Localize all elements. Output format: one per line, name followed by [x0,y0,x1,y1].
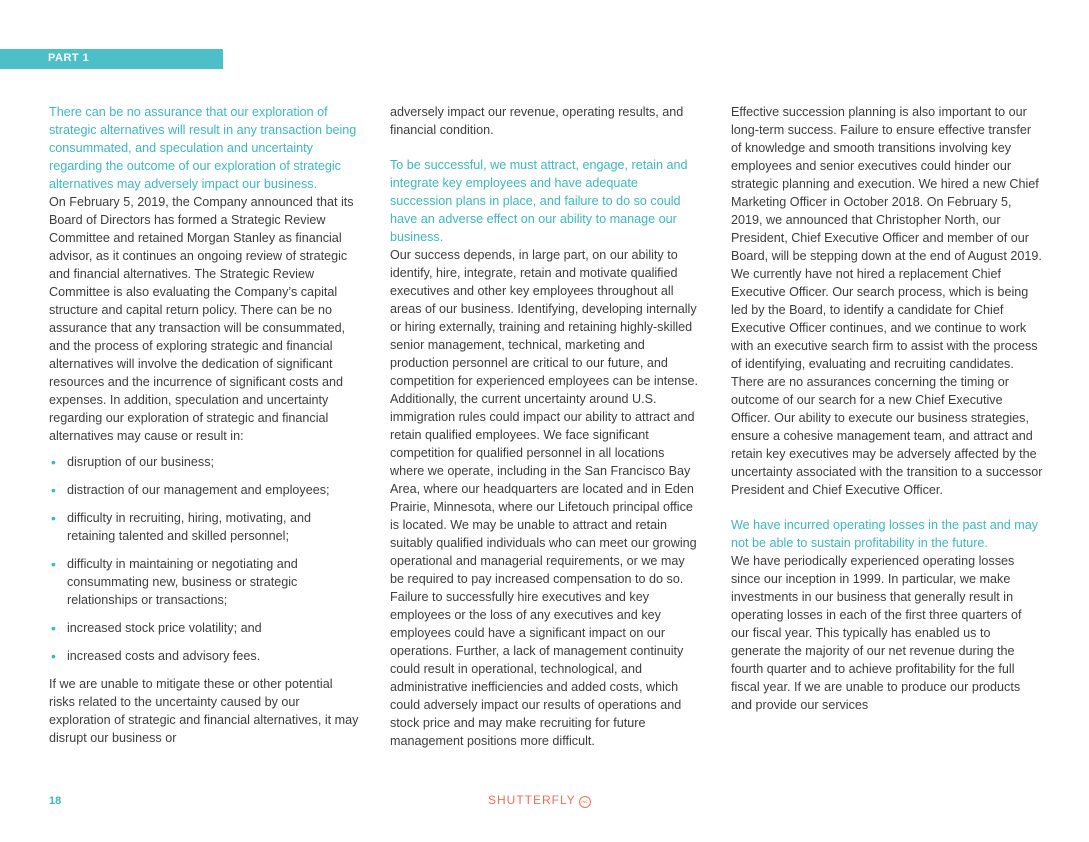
inc-mark-icon: INC [579,796,591,808]
shutterfly-logo [488,793,591,808]
risk-heading-strategic-alternatives: There can be no assurance that our exploration of strategic alternatives will result in any transaction being consummated, and speculation and uncertainty regarding the outcome of our exploration of strategic alternatives may adversely impact our business. [49,105,357,191]
page-number: 18 [49,795,62,807]
list-item: • difficulty in maintaining or negotiating and consummating new, business or strategic relationships or transactions; [51,556,298,607]
risk-body-operating-losses: We have periodically experienced operating losses since our inception in 1999. In particular, we make investments in our business that generally result in operating losses in each of the first three quarters of our fiscal year. This typically has enabled us to generate the majority of our net revenue during the fourth quarter and to achieve profitability for the full fiscal year. If we are unable to produce our products and provide our services [731,554,1022,712]
bullet-icon: • [51,510,56,526]
list-item: • increased costs and advisory fees. [51,648,261,664]
list-item: • difficulty in recruiting, hiring, motivating, and retaining talented and skilled personnel; [51,510,312,543]
bullet-icon: • [51,620,56,636]
logo-text: SHUTTERFLY [488,793,576,807]
part-banner [0,49,223,69]
list-item: • increased stock price volatility; and [51,620,262,636]
part-label: PART 1 [48,52,90,64]
risk-body-strategic-alternatives: On February 5, 2019, the Company announced that its Board of Directors has formed a Strategic Review Committee and retained Morgan Stanley as financial advisor, as it continues an ongoing review of strategic and financial alternatives. The Strategic Review Committee is also evaluating the Company’s capital structure and capital return policy. There can be no assurance that any transaction will be consummated, and the process of exploring strategic and financial alternatives will involve the dedication of significant resources and the incurrence of significant costs and expenses. In addition, speculation and uncertainty regarding our exploration of strategic and financial alternatives may cause or result in: [49,195,354,443]
risk-closing-paragraph: If we are unable to mitigate these or other potential risks related to the uncertainty caused by our exploration of strategic and financial alternatives, it may disrupt our business or [49,677,359,745]
list-item: • disruption of our business; [51,454,215,470]
column-3 [731,103,1043,714]
risk-heading-operating-losses: We have incurred operating losses in the past and may not be able to sustain profitability in the future. [731,518,1039,550]
bullet-icon: • [51,482,56,498]
risk-bullet-list [49,453,361,665]
bullet-icon: • [51,648,56,664]
column-1 [49,103,361,747]
column-2 [390,103,702,750]
succession-paragraph: Effective succession planning is also important to our long-term success. Failure to ensure effective transfer of knowledge and smooth transitions involving key employees and senior executives could hinder our strategic planning and execution. We hired a new Chief Marketing Officer in October 2018. On February 5, 2019, we announced that Christopher North, our President, Chief Executive Officer and member of our Board, will be stepping down at the end of August 2019. We currently have not hired a replacement Chief Executive Officer. Our search process, which is being led by the Board, to identify a candidate for Chief Executive Officer continues, and we continue to work with an executive search firm to assist with the process of identifying, evaluating and recruiting candidates. There are no assurances concerning the timing or outcome of our search for a new Chief Executive Officer. Our ability to execute our business strategies, ensure a cohesive management team, and attract and retain key executives may be adversely affected by the uncertainty associated with the transition to a successor President and Chief Executive Officer. [731,105,1043,497]
risk-heading-key-employees: To be successful, we must attract, engage, retain and integrate key employees and have adequate succession plans in place, and failure to do so could have an adverse effect on our ability to manage our business. [390,158,688,244]
bullet-icon: • [51,556,56,572]
risk-body-key-employees: Our success depends, in large part, on our ability to identify, hire, integrate, retain and motivate qualified executives and other key employees throughout all areas of our business. Identifying, developing internally or hiring externally, training and retaining highly-skilled senior management, technical, marketing and production personnel are critical to our future, and competition for experienced employees can be intense. Additionally, the current uncertainty around U.S. immigration rules could impact our ability to attract and retain qualified employees. We face significant competition for qualified personnel in all locations where we operate, including in the San Francisco Bay Area, where our headquarters are located and in Eden Prairie, Minnesota, where our Lifetouch principal office is located. We may be unable to attract and retain suitably qualified individuals who can meet our growing operational and managerial requirements, or we may be required to pay increased compensation to do so. Failure to successfully hire executives and key employees or the loss of any executives and key employees could have a significant impact on our operations. Further, a lack of management continuity could result in operational, technological, and administrative inefficiencies and added costs, which could adversely impact our results of operations and stock price and may make recruiting for future management positions more difficult. [390,248,699,748]
list-item: • distraction of our management and employees; [51,482,330,498]
continued-paragraph: adversely impact our revenue, operating results, and financial condition. [390,105,684,137]
bullet-icon: • [51,454,56,470]
